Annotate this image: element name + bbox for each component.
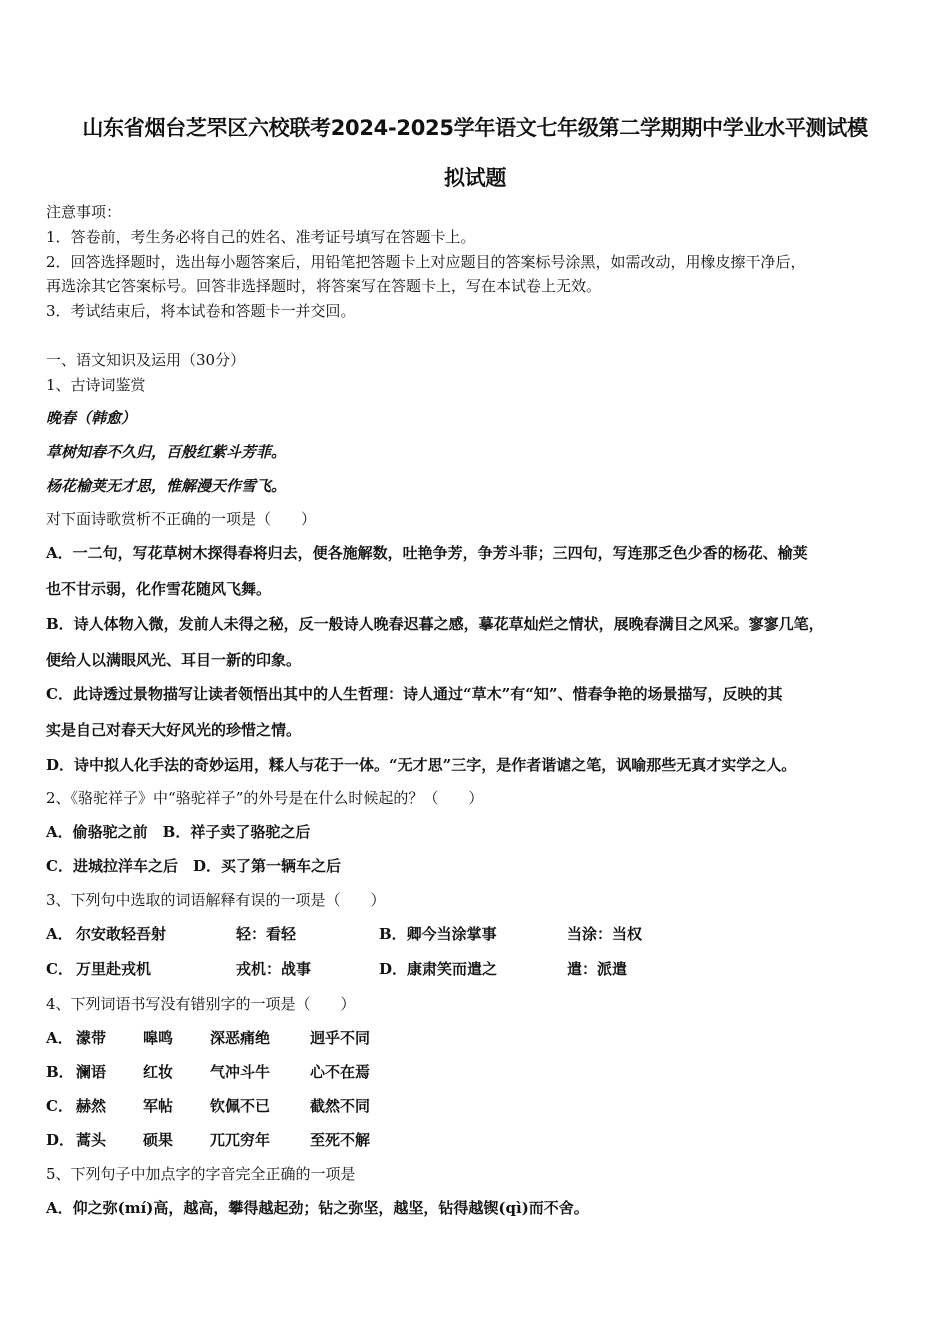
poem-line-2: 杨花榆荚无才思，惟解漫天作雪飞。	[46, 477, 287, 495]
q1-stem: 1、古诗词鉴赏	[46, 376, 146, 394]
q3-c-letter: C．	[46, 960, 73, 978]
q4-c-word1: 赫然	[76, 1097, 107, 1115]
q4-b-letter: B．	[46, 1063, 74, 1081]
q4-d-word3: 兀兀穷年	[210, 1131, 271, 1149]
q1-option-b-cont: 便给人以满眼风光、耳目一新的印象。	[46, 651, 302, 669]
q4-c-word2: 军帖	[143, 1097, 174, 1115]
q4-a-word4: 迥乎不同	[310, 1029, 371, 1047]
q4-b-word3: 气冲斗牛	[210, 1063, 271, 1081]
q3-a-gloss: 轻：看轻	[236, 925, 297, 943]
q4-d-word2: 硕果	[143, 1131, 174, 1149]
q4-a-word2: 嗥鸣	[143, 1029, 174, 1047]
q4-a-word3: 深恶痛绝	[210, 1029, 271, 1047]
q4-a-word1: 濛带	[76, 1029, 107, 1047]
q3-b-sentence: B．卿今当涂掌事	[379, 925, 497, 943]
q3-c-gloss: 戎机：战事	[236, 960, 312, 978]
poem-title: 晚春（韩愈）	[46, 409, 137, 427]
q1-option-c-cont: 实是自己对春天大好风光的珍惜之情。	[46, 721, 302, 739]
q5-option-a: A．仰之弥(mí)高，越高，攀得越起劲；钻之弥坚，越坚，钻得越锲(qì)而不舍。	[46, 1199, 589, 1217]
q1-option-b: B．诗人体物入微，发前人未得之秘，反一般诗人晚春迟暮之感，摹花草灿烂之情状，展晚春满目之风采。寥寥几笔，	[46, 615, 824, 633]
q3-stem: 3、下列句中选取的词语解释有误的一项是（ ）	[46, 891, 386, 909]
q4-d-word1: 蒿头	[76, 1131, 107, 1149]
section-heading: 一、语文知识及运用（30分）	[46, 351, 246, 369]
q4-c-letter: C．	[46, 1097, 73, 1115]
notice-item-1: 1．答卷前，考生务必将自己的姓名、准考证号填写在答题卡上。	[46, 228, 476, 246]
q4-option-a	[46, 1028, 370, 1048]
q2-stem: 2、《骆驼祥子》中“骆驼祥子”的外号是在什么时候起的？（ ）	[46, 789, 484, 807]
q3-a-sentence: 尔安敢轻吾射	[76, 925, 167, 943]
exam-title-line2: 拟试题	[443, 166, 507, 190]
exam-title-line1: 山东省烟台芝罘区六校联考2024-2025学年语文七年级第二学期期中学业水平测试模	[82, 116, 868, 140]
q3-row-ab	[46, 924, 642, 944]
poem-line-1: 草树知春不久归，百般红紫斗芳菲。	[46, 443, 287, 461]
q3-c-sentence: 万里赴戎机	[76, 960, 152, 978]
q4-a-letter: A．	[46, 1029, 73, 1047]
q3-row-cd	[46, 959, 627, 979]
q3-a-letter: A．	[46, 925, 73, 943]
q4-d-letter: D．	[46, 1131, 75, 1149]
q4-option-d	[46, 1130, 370, 1150]
notice-item-2-cont: 再选涂其它答案标号。回答非选择题时，将答案写在答题卡上，写在本试卷上无效。	[46, 277, 602, 295]
q5-stem: 5、下列句子中加点字的字音完全正确的一项是	[46, 1165, 356, 1183]
q4-b-word1: 澜语	[76, 1063, 107, 1081]
q4-stem: 4、下列词语书写没有错别字的一项是（ ）	[46, 995, 356, 1013]
q4-option-c	[46, 1096, 370, 1116]
q3-d-gloss: 遣：派遣	[567, 960, 628, 978]
q1-option-a: A．一二句，写花草树木探得春将归去，便各施解数，吐艳争芳，争芳斗菲；三四句，写连那乏色少香的杨花、榆荚	[46, 544, 808, 562]
q2-options-cd: C．进城拉洋车之后 D．买了第一辆车之后	[46, 857, 341, 875]
notice-item-2: 2．回答选择题时，选出每小题答案后，用铅笔把答题卡上对应题目的答案标号涂黑，如需改动，用橡皮擦干净后，	[46, 253, 806, 271]
q4-b-word4: 心不在焉	[310, 1063, 371, 1081]
q1-option-d: D．诗中拟人化手法的奇妙运用，糅人与花于一体。“无才思”三字，是作者谐谑之笔，讽喻那些无真才实学之人。	[46, 756, 797, 774]
q4-c-word3: 钦佩不已	[210, 1097, 271, 1115]
q3-d-sentence: D．康肃笑而遣之	[379, 960, 498, 978]
notice-heading: 注意事项：	[46, 203, 122, 221]
q3-b-gloss: 当涂：当权	[567, 925, 643, 943]
q4-b-word2: 红妆	[143, 1063, 174, 1081]
q4-c-word4: 截然不同	[310, 1097, 371, 1115]
q4-option-b	[46, 1062, 370, 1082]
q4-d-word4: 至死不解	[310, 1131, 371, 1149]
q1-option-c: C．此诗透过景物描写让读者领悟出其中的人生哲理：诗人通过“草木”有“知”、惜春争艳的场景描写，反映的其	[46, 685, 783, 703]
q2-options-ab: A．偷骆驼之前 B．祥子卖了骆驼之后	[46, 823, 311, 841]
notice-item-3: 3．考试结束后，将本试卷和答题卡一并交回。	[46, 302, 356, 320]
q1-option-a-cont: 也不甘示弱，化作雪花随风飞舞。	[46, 580, 272, 598]
q1-question: 对下面诗歌赏析不正确的一项是（ ）	[46, 510, 317, 528]
